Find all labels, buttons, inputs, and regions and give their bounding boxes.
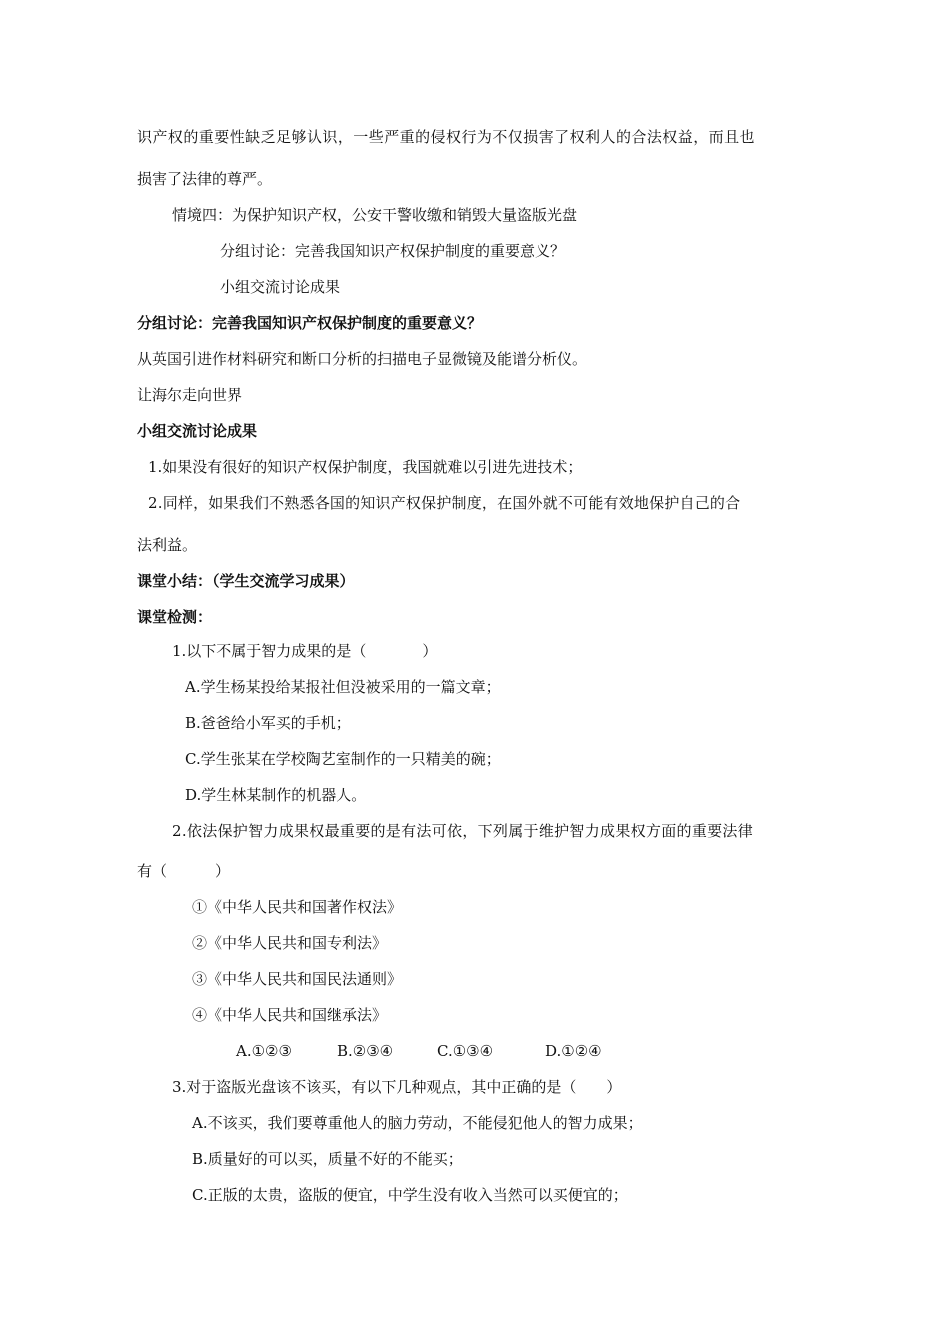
question-text: 3.对于盗版光盘该不该买，有以下几种观点，其中正确的是（ xyxy=(172,1078,577,1096)
option: B.爸爸给小军买的手机； xyxy=(185,714,351,732)
question-2-continued xyxy=(137,861,230,881)
scenario-four: 情境四：为保护知识产权，公安干警收缴和销毁大量盗版光盘 xyxy=(172,206,578,224)
answer-blank-close: ） xyxy=(606,1078,622,1096)
scenario-discussion: 分组讨论：完善我国知识产权保护制度的重要意义？ xyxy=(220,242,566,260)
paragraph-line: 识产权的重要性缺乏足够认识，一些严重的侵权行为不仅损害了权利人的合法权益，而且也 xyxy=(137,128,756,146)
scenario-result: 小组交流讨论成果 xyxy=(220,278,341,296)
option: A.学生杨某投给某报社但没被采用的一篇文章； xyxy=(185,678,501,696)
law-item: ②《中华人民共和国专利法》 xyxy=(192,934,388,952)
question-2: 2.依法保护智力成果权最重要的是有法可依，下列属于维护智力成果权方面的重要法律 xyxy=(172,822,754,840)
law-item: ④《中华人民共和国继承法》 xyxy=(192,1006,388,1024)
law-item: ①《中华人民共和国著作权法》 xyxy=(192,898,403,916)
question-3 xyxy=(172,1077,621,1097)
choice-d: D.①②④ xyxy=(545,1042,602,1060)
paragraph-line: 损害了法律的尊严。 xyxy=(137,170,273,188)
discussion-heading: 分组讨论：完善我国知识产权保护制度的重要意义？ xyxy=(137,314,483,332)
result-item: 2.同样，如果我们不熟悉各国的知识产权保护制度，在国外就不可能有效地保护自己的合 xyxy=(148,494,741,512)
law-item: ③《中华人民共和国民法通则》 xyxy=(192,970,403,988)
choice-a: A.①②③ xyxy=(236,1042,292,1060)
result-item: 1.如果没有很好的知识产权保护制度，我国就难以引进先进技术； xyxy=(148,458,583,476)
choice-c: C.①③④ xyxy=(437,1042,494,1060)
option: C.正版的太贵，盗版的便宜，中学生没有收入当然可以买便宜的； xyxy=(192,1186,628,1204)
result-heading: 小组交流讨论成果 xyxy=(137,422,258,440)
option: B.质量好的可以买，质量不好的不能买； xyxy=(192,1150,463,1168)
option: D.学生林某制作的机器人。 xyxy=(185,786,367,804)
question-text: 1.以下不属于智力成果的是（ xyxy=(172,642,367,660)
choice-b: B.②③④ xyxy=(337,1042,394,1060)
text-line: 让海尔走向世界 xyxy=(137,386,243,404)
option: C.学生张某在学校陶艺室制作的一只精美的碗； xyxy=(185,750,501,768)
summary-heading: 课堂小结：（学生交流学习成果） xyxy=(137,572,355,590)
test-heading: 课堂检测： xyxy=(137,608,213,626)
text-line: 从英国引进作材料研究和断口分析的扫描电子显微镜及能谱分析仪。 xyxy=(137,350,588,368)
question-1 xyxy=(172,641,437,661)
result-item-continued: 法利益。 xyxy=(137,536,198,554)
option: A.不该买，我们要尊重他人的脑力劳动，不能侵犯他人的智力成果； xyxy=(192,1114,643,1132)
answer-blank-close: ） xyxy=(215,862,231,880)
answer-blank-close: ） xyxy=(422,642,438,660)
question-text: 有（ xyxy=(137,862,168,880)
